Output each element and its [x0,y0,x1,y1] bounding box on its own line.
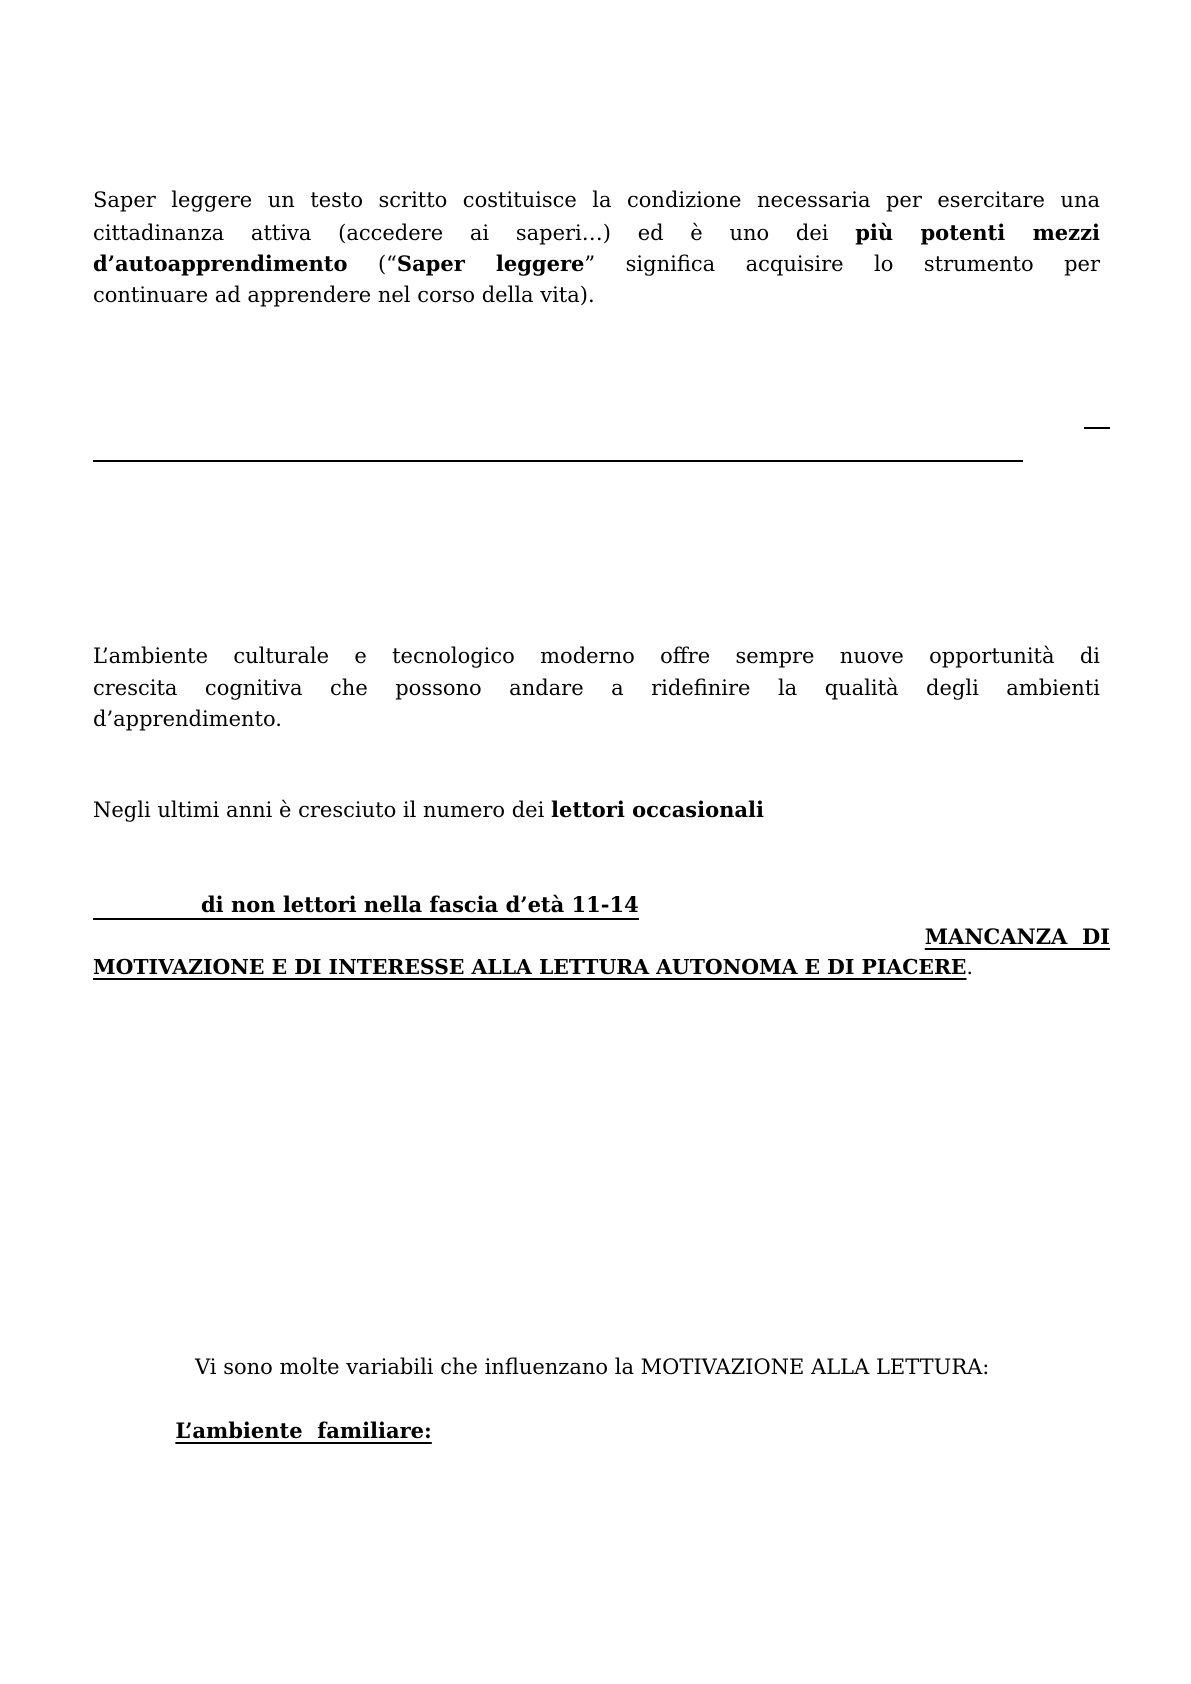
intro-line-3-rest: ” significa acquisire lo strumento per [584,252,1101,276]
intro-line-2 [93,217,1100,249]
family-environment-heading-text: L’ambiente familiare: [175,1417,432,1443]
readers-paragraph [93,794,1100,827]
motivation-lack-label [93,921,1110,954]
intro-paragraph [93,185,1100,311]
horizontal-rule [93,460,1023,462]
intro-bold-term: d’autoapprendimento [93,251,348,276]
open-quote: (“ [377,252,397,276]
variables-intro [195,1352,1095,1384]
environment-line-3: d’apprendimento. [93,707,282,731]
statement-period: . [966,955,973,979]
intro-line-2-text: cittadinanza attiva (accedere ai saperi…) ed è uno dei [93,220,829,245]
intro-line-4: continuare ad apprendere nel corso della vita). [93,282,595,307]
motivation-lack-text: MANCANZA DI [924,924,1110,949]
environment-line-2: crescita cognitiva che possono andare a ridefinire la qualità degli ambienti [93,675,1100,700]
readers-text: Negli ultimi anni è cresciuto il numero dei [93,798,545,822]
short-rule [1084,427,1110,429]
non-readers-line [93,890,693,922]
intro-line-3 [93,248,1100,280]
motivation-statement [93,952,1113,984]
quoted-bold-term: Saper leggere [396,251,585,276]
motivation-statement-text: MOTIVAZIONE E DI INTERESSE ALLA LETTURA AUTONOMA E DI PIACERE [93,955,967,979]
non-readers-text: di non lettori nella fascia d’età 11-14 [93,892,639,920]
family-environment-heading [162,1383,762,1447]
environment-paragraph [93,641,1100,736]
occasional-readers-bold: lettori occasionali [551,797,764,822]
intro-bold-text: più potenti mezzi [855,219,1100,245]
environment-line-1: L’ambiente culturale e tecnologico moderno offre sempre nuove opportunità di [93,644,1100,668]
intro-line-1: Saper leggere un testo scritto costituisce la condizione necessaria per esercitare una [93,188,1100,212]
variables-intro-text: Vi sono molte variabili che influenzano la MOTIVAZIONE ALLA LETTURA: [195,1355,990,1379]
